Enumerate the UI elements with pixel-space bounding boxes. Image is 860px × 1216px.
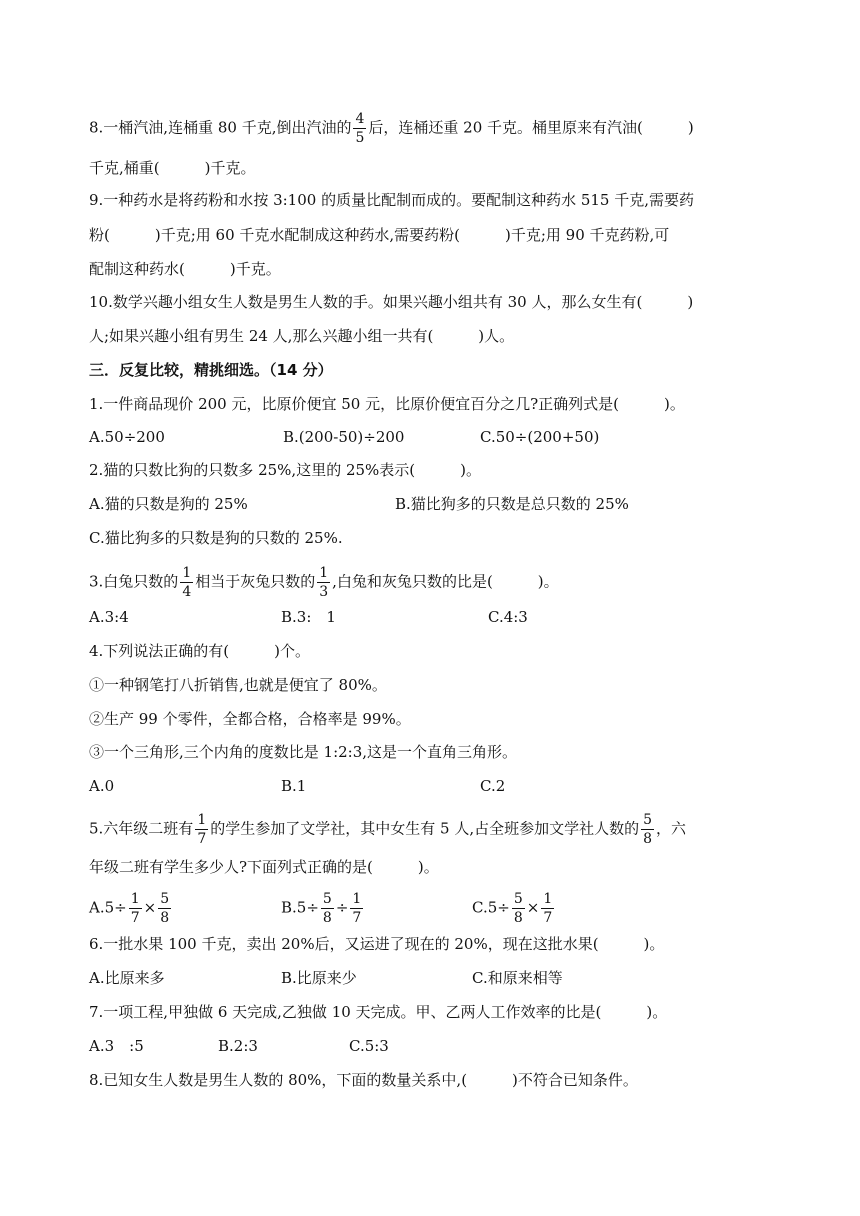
choice-8-stem: 8.已知女生人数是男生人数的 80%，下面的数量关系中,( )不符合已知条件。 — [89, 1071, 638, 1089]
q8-line-1 — [89, 112, 694, 145]
choice-7-option-c: C.5:3 — [349, 1037, 389, 1055]
choice-4-statement-2: ②生产 99 个零件，全都合格，合格率是 99%。 — [89, 710, 411, 728]
choice-5-stem-line-2: 年级二班有学生多少人?下面列式正确的是( )。 — [89, 858, 439, 876]
fraction-1-3: $\frac{1}{3}$ — [319, 565, 329, 600]
q8-text-2: 后，连桶还重 20 千克。桶里原来有汽油( ) — [368, 118, 694, 137]
choice-5-option-a: A.5÷ $\frac{1}{7}$ × $\frac{5}{8}$ — [89, 891, 170, 926]
choice-7-stem: 7.一项工程,甲独做 6 天完成,乙独做 10 天完成。甲、乙两人工作效率的比是( )。 — [89, 1003, 668, 1021]
fraction-5-8: $\frac{5}{8}$ — [643, 812, 653, 847]
choice-6-stem: 6.一批水果 100 千克，卖出 20%后，又运进了现在的 20%，现在这批水果( )。 — [89, 935, 665, 953]
q9-line-2: 粉( )千克;用 60 千克水配制成这种药水,需要药粉( )千克;用 90 千克药粉,可 — [89, 226, 670, 244]
choice-4-stem: 4.下列说法正确的有( )个。 — [89, 642, 311, 660]
choice-3-option-b: B.3: 1 — [281, 608, 336, 626]
choice-2-option-a: A.猫的只数是狗的 25% — [89, 495, 248, 513]
choice-2-option-b: B.猫比狗多的只数是总只数的 25% — [395, 495, 629, 513]
fraction-4-5: $\frac{4}{5}$ — [355, 111, 365, 146]
choice-1-stem: 1.一件商品现价 200 元，比原价便宜 50 元，比原价便宜百分之几?正确列式是( )。 — [89, 395, 685, 413]
choice-5-option-b: B.5÷ $\frac{5}{8}$ ÷ $\frac{1}{7}$ — [281, 891, 362, 926]
choice-1-option-b: B.(200-50)÷200 — [283, 428, 405, 446]
section-3-title: 三．反复比较，精挑细选。（14 分） — [89, 361, 333, 379]
q10-line-1: 10.数学兴趣小组女生人数是男生人数的手。如果兴趣小组共有 30 人，那么女生有( ) — [89, 293, 694, 311]
fraction-1-7: $\frac{1}{7}$ — [197, 812, 207, 847]
choice-6-option-a: A.比原来多 — [89, 969, 165, 987]
choice-2-stem: 2.猫的只数比狗的只数多 25%,这里的 25%表示( )。 — [89, 461, 482, 479]
choice-7-option-b: B.2:3 — [218, 1037, 258, 1055]
choice-4-statement-3: ③一个三角形,三个内角的度数比是 1:2:3,这是一个直角三角形。 — [89, 743, 518, 761]
q10-line-2: 人;如果兴趣小组有男生 24 人,那么兴趣小组一共有( )人。 — [89, 327, 515, 345]
choice-3-option-a: A.3:4 — [89, 608, 129, 626]
choice-6-option-b: B.比原来少 — [281, 969, 357, 987]
q8-line-2: 千克,桶重( )千克。 — [89, 159, 256, 177]
choice-1-option-c: C.50÷(200+50) — [480, 428, 600, 446]
choice-1-option-a: A.50÷200 — [89, 428, 165, 446]
q9-line-1: 9.一种药水是将药粉和水按 3:100 的质量比配制而成的。要配制这种药水 515 千克,需要药 — [89, 191, 695, 209]
choice-4-option-b: B.1 — [281, 777, 307, 795]
choice-4-option-c: C.2 — [480, 777, 506, 795]
choice-6-option-c: C.和原来相等 — [472, 969, 563, 987]
choice-4-statement-1: ①一种钢笔打八折销售,也就是便宜了 80%。 — [89, 676, 387, 694]
choice-4-option-a: A.0 — [89, 777, 115, 795]
choice-7-option-a: A.3 :5 — [89, 1037, 144, 1055]
fraction-1-4: $\frac{1}{4}$ — [182, 565, 192, 600]
q8-text-1: 8.一桶汽油,连桶重 80 千克,倒出汽油的 — [89, 118, 352, 137]
choice-3-option-c: C.4:3 — [488, 608, 528, 626]
choice-3-stem: 3.白兔只数的 $\frac{1}{4}$ 相当于灰兔只数的 $\frac{1}{3}$ ,白兔和灰兔只数的比是( )。 — [89, 565, 559, 600]
choice-2-option-c: C.猫比狗多的只数是狗的只数的 25%. — [89, 529, 343, 547]
q9-line-3: 配制这种药水( )千克。 — [89, 260, 281, 278]
choice-5-stem-line-1: 5.六年级二班有 $\frac{1}{7}$ 的学生参加了文学社，其中女生有 5 人,占全班参加文学社人数的 $\frac{5}{8}$ ，六 — [89, 812, 687, 847]
choice-5-option-c: C.5÷ $\frac{5}{8}$ × $\frac{1}{7}$ — [472, 891, 553, 926]
